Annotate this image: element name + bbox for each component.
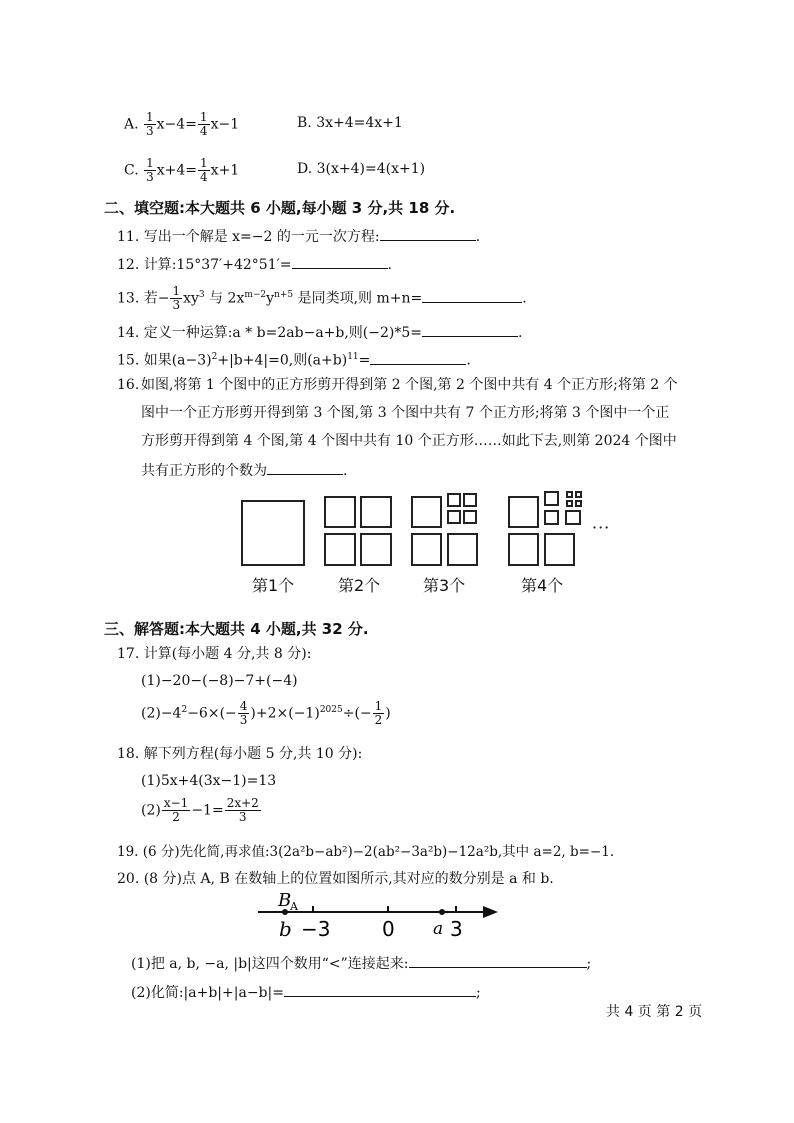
question-20-part-1: (1)把 a, b, −a, |b|这四个数用“<”连接起来: ;: [131, 953, 591, 973]
square: [324, 533, 356, 566]
question-16-line: 如图,将第 1 个图中的正方形剪开得到第 2 个图,第 2 个图中共有 4 个正方形;将第 2 个: [141, 377, 678, 393]
option-c: C. $\frac{1}{3}$ x+4= $\frac{1}{4}$ x+1: [124, 156, 240, 184]
square: [508, 496, 539, 528]
fraction: $\frac{1}{4}$: [200, 156, 208, 184]
label-0: 0: [382, 917, 395, 941]
square: [575, 491, 582, 498]
question-16-line: 图中一个正方形剪开得到第 3 个图,第 3 个图中共有 7 个正方形;将第 3 个图中一个正: [141, 405, 670, 421]
answer-blank[interactable]: [422, 322, 518, 337]
square: [544, 491, 559, 506]
label-3: 3: [450, 917, 463, 941]
answer-blank[interactable]: [267, 460, 343, 475]
question-16-line: 方形剪开得到第 4 个图,第 4 个图中共有 10 个正方形……如此下去,则第 2024 个图中: [141, 433, 677, 449]
label-b: b: [279, 917, 292, 941]
question-14: 14. 定义一种运算:a * b=2ab−a+b,则(−2)*5= .: [117, 322, 522, 342]
answer-blank[interactable]: [292, 254, 388, 269]
figure-caption: 第4个: [521, 576, 564, 595]
question-20: 20. (8 分)点 A, B 在数轴上的位置如图所示,其对应的数分别是 a 和 b.: [117, 871, 554, 887]
question-13: 13. 若− $\frac{1}{3}$ $xy^3$ 与 $2x^{m-2}y^{n+5}$ 是同类项,则 m+n= .: [117, 284, 527, 312]
figure-caption: 第3个: [423, 576, 466, 595]
arrow-icon: [483, 906, 498, 918]
fraction: $\frac{1}{4}$: [199, 110, 208, 138]
option-b: B. 3x+4=4x+1: [297, 115, 403, 131]
question-16-number: 16.: [117, 377, 140, 393]
option-d: D. 3(x+4)=4(x+1): [297, 161, 426, 177]
square: [447, 510, 461, 524]
label-a: a: [433, 919, 444, 939]
question-17-title: 17. 计算(每小题 4 分,共 8 分):: [117, 646, 312, 662]
answer-blank[interactable]: [370, 350, 466, 365]
number-line: [250, 890, 510, 945]
question-17-part-2: $(2)-4^2-6\times(-$ $\frac{4}{3}$ )$+2\times(-1)^{2025}\div(-$ $\frac{1}{2}$ ): [141, 699, 391, 727]
point-a: [439, 909, 445, 915]
question-18-part-1: (1)5x+4(3x−1)=13: [141, 773, 277, 789]
answer-blank[interactable]: [409, 953, 587, 968]
label-A: A: [290, 900, 298, 913]
question-18-title: 18. 解下列方程(每小题 5 分,共 10 分):: [117, 746, 363, 762]
square: [463, 493, 477, 507]
fraction: $\frac{4}{3}$: [239, 699, 248, 727]
square: [508, 533, 539, 566]
label-minus-3: −3: [301, 917, 331, 941]
question-19: 19. (6 分)先化简,再求值:3(2a²b−ab²)−2(ab²−3a²b)−12a²b,其中 a=2, b=−1.: [117, 844, 615, 860]
question-16-line: 共有正方形的个数为 .: [141, 460, 347, 480]
square: [463, 510, 477, 524]
square: [575, 500, 582, 507]
square: [565, 510, 581, 525]
question-18-part-2: (2) $\frac{x-1}{2}$ −1= $\frac{2x+2}{3}$: [141, 796, 259, 824]
fraction: $\frac{1}{3}$: [172, 284, 181, 312]
square: [360, 496, 392, 528]
fraction: $\frac{1}{3}$: [146, 156, 154, 184]
question-11: 11. 写出一个解是 x=−2 的一元一次方程: .: [117, 226, 480, 246]
square: [566, 500, 573, 507]
answer-blank[interactable]: [284, 982, 476, 997]
fraction: $\frac{x-1}{2}$: [163, 796, 189, 824]
section-3-title: 三、解答题:本大题共 4 小题,共 32 分.: [104, 620, 369, 638]
answer-blank[interactable]: [380, 226, 476, 241]
question-17-part-1: (1)−20−(−8)−7+(−4): [141, 673, 298, 689]
square: [241, 500, 305, 566]
question-15: 15. 如果$(a-3)^2+|b+4|=0$,则$(a+b)^{11}=$ .: [117, 348, 471, 370]
page-footer: 共 4 页 第 2 页: [606, 1004, 703, 1020]
square: [566, 491, 573, 498]
label-B: B: [278, 890, 292, 911]
option-a: A. $\frac{1}{3}$ x−4= $\frac{1}{4}$ x−1: [124, 110, 240, 138]
figure-caption: 第2个: [338, 576, 381, 595]
question-20-part-2: (2)化简:|a+b|+|a−b|= ;: [131, 982, 481, 1002]
square: [324, 496, 356, 528]
square: [447, 533, 478, 566]
fraction: $\frac{2x+2}{3}$: [226, 796, 259, 824]
square: [360, 533, 392, 566]
fraction: $\frac{1}{2}$: [374, 699, 383, 727]
square: [411, 533, 442, 566]
square: [544, 533, 575, 566]
square: [544, 510, 559, 525]
answer-blank[interactable]: [422, 288, 522, 303]
ellipsis: ···: [592, 518, 611, 537]
figure-caption: 第1个: [252, 576, 295, 595]
square: [411, 496, 442, 528]
square: [447, 493, 461, 507]
section-2-title: 二、填空题:本大题共 6 小题,每小题 3 分,共 18 分.: [104, 199, 456, 217]
question-12: 12. 计算:15°37′+42°51′= .: [117, 254, 392, 274]
fraction: $\frac{1}{3}$: [146, 110, 154, 138]
